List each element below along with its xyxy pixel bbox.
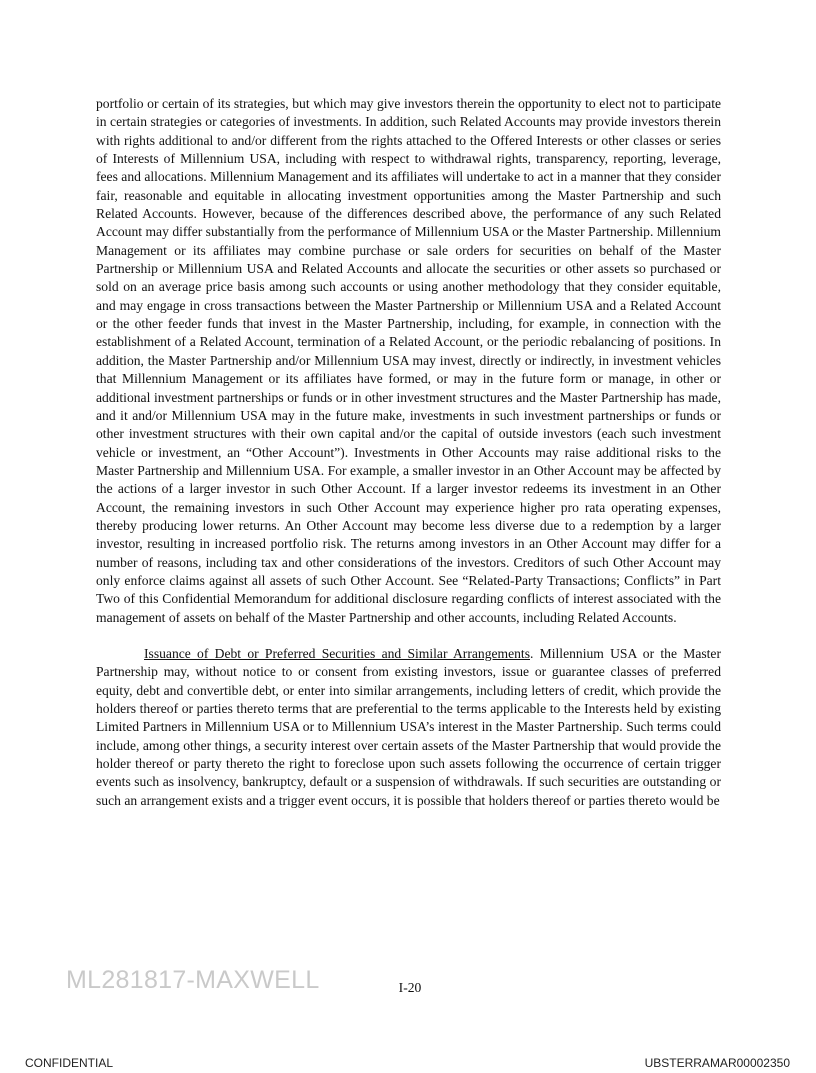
bates-stamp: ML281817-MAXWELL bbox=[66, 966, 320, 994]
document-body bbox=[96, 95, 721, 810]
paragraph-issuance-of-debt bbox=[96, 645, 721, 810]
paragraph-issuance-of-debt-body: . Millennium USA or the Master Partnership may, without notice to or consent from existing investors, issue or guarantee classes of preferred equity, debt and convertible debt, or enter into similar arrangements, including letters of credit, which provide the holders thereof or parties thereto terms that are preferential to the terms applicable to the Interests held by existing Limited Partners in Millennium USA or to Millennium USA’s interest in the Master Partnership. Such terms could include, among other things, a security interest over certain assets of the Master Partnership that would provide the holder thereof or party thereto the right to foreclose upon such assets following the occurrence of certain trigger events such as insolvency, bankruptcy, default or a suspension of withdrawals. If such securities are outstanding or such an arrangement exists and a trigger event occurs, it is possible that holders thereof or parties thereto would be bbox=[96, 645, 721, 808]
page-number: I-20 bbox=[398, 980, 422, 995]
paragraph-related-accounts: portfolio or certain of its strategies, but which may give investors therein the opportunity to elect not to participate in certain strategies or categories of investments. In addition, such Related Accounts may provide investors therein with rights additional to and/or different from the rights attached to the Offered Interests or other classes or series of Interests of Millennium USA, including with respect to withdrawal rights, transparency, reporting, leverage, fees and allocations. Millennium Management and its affiliates will undertake to act in a manner that they consider fair, reasonable and equitable in allocating investment opportunities among the Master Partnership and such Related Accounts. However, because of the differences described above, the performance of any such Related Account may differ substantially from the performance of Millennium USA or the Master Partnership. Millennium Management or its affiliates may combine purchase or sale orders for securities on behalf of the Master Partnership or Millennium USA and Related Accounts and allocate the securities or other assets so purchased or sold on an average price basis among such accounts or using another methodology that they consider equitable, and may engage in cross transactions between the Master Partnership or Millennium USA and a Related Account or the other feeder funds that invest in the Master Partnership, including, for example, in connection with the establishment of a Related Account, termination of a Related Account, or the periodic rebalancing of positions. In addition, the Master Partnership and/or Millennium USA may invest, directly or indirectly, in investment vehicles that Millennium Management or its affiliates have formed, or may in the future form or manage, in other or additional investment partnerships or funds or in other investment structures and the Master Partnership has made, and it and/or Millennium USA may in the future make, investments in such investment partnerships or funds or other investment structures with their own capital and/or the capital of outside investors (each such investment vehicle or investment, an “Other Account”). Investments in Other Accounts may raise additional risks to the Master Partnership and Millennium USA. For example, a smaller investor in an Other Account may be affected by the actions of a larger investor in such Other Account. If a larger investor redeems its investment in an Other Account, the remaining investors in such Other Account may experience higher pro rata operating expenses, thereby producing lower returns. An Other Account may become less diverse due to a redemption by a larger investor, resulting in increased portfolio risk. The returns among investors in an Other Account may differ for a number of reasons, including tax and other considerations of the investors. Creditors of such Other Account may only enforce claims against all assets of such Other Account. See “Related-Party Transactions; Conflicts” in Part Two of this Confidential Memorandum for additional disclosure regarding conflicts of interest associated with the management of assets on behalf of the Master Partnership and other accounts, including Related Accounts. bbox=[96, 96, 721, 625]
document-control-number: UBSTERRAMAR00002350 bbox=[644, 1056, 790, 1070]
confidential-label: CONFIDENTIAL bbox=[25, 1056, 114, 1070]
section-heading-issuance-of-debt: Issuance of Debt or Preferred Securities and Similar Arrangements bbox=[144, 645, 530, 661]
